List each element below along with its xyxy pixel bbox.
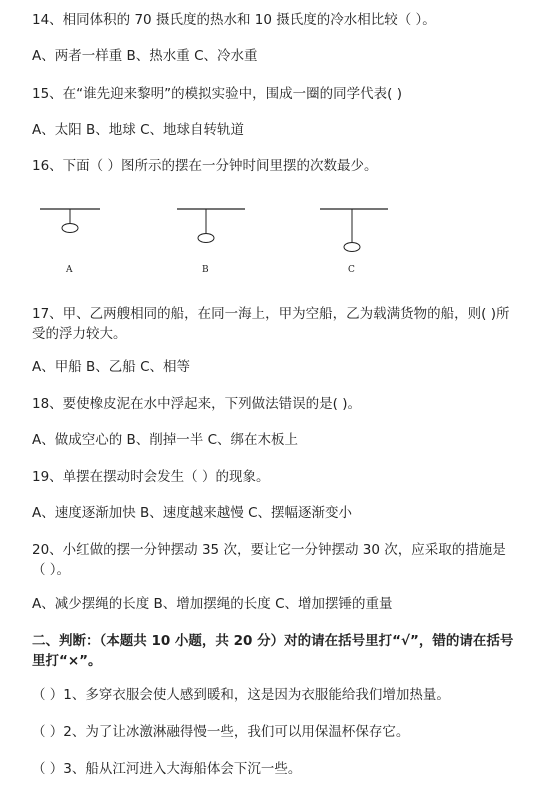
pendulum-label-c: C [348, 265, 355, 275]
question-19: 19、单摆在摆动时会发生（ ）的现象。 [32, 469, 270, 485]
options-15: A、太阳 B、地球 C、地球自转轨道 [32, 122, 245, 138]
judgement-item-1: （ ）1、多穿衣服会使人感到暖和，这是因为衣服能给我们增加热量。 [32, 687, 450, 703]
pendulum-diagram [0, 195, 538, 285]
judgement-item-2: （ ）2、为了让冰激淋融得慢一些，我们可以用保温杯保存它。 [32, 724, 410, 740]
question-15: 15、在“谁先迎来黎明”的模拟实验中，围成一圈的同学代表( ) [32, 86, 402, 102]
pendulum-c [320, 209, 388, 275]
options-14: A、两者一样重 B、热水重 C、冷水重 [32, 48, 258, 64]
question-14: 14、相同体积的 70 摄氏度的热水和 10 摄氏度的冷水相比较（ ）。 [32, 12, 436, 28]
pendulum-label-b: B [202, 265, 209, 275]
question-16: 16、下面（ ）图所示的摆在一分钟时间里摆的次数最少。 [32, 158, 378, 174]
judgement-item-3: （ ）3、船从江河进入大海船体会下沉一些。 [32, 761, 302, 777]
options-20: A、减少摆绳的长度 B、增加摆绳的长度 C、增加摆锤的重量 [32, 596, 393, 612]
section-heading: 二、判断：（本题共 10 小题，共 20 分）对的请在括号里打“√”，错的请在括号里打“×”。 [32, 633, 514, 669]
question-20: 20、小红做的摆一分钟摆动 35 次，要让它一分钟摆动 30 次，应采取的措施是（ ）。 [32, 542, 506, 578]
pendulum-a [40, 209, 100, 275]
question-18: 18、要使橡皮泥在水中浮起来，下列做法错误的是( )。 [32, 396, 362, 412]
options-18: A、做成空心的 B、削掉一半 C、绑在木板上 [32, 432, 299, 448]
pendulum-b [177, 209, 245, 275]
question-17: 17、甲、乙两艘相同的船，在同一海上，甲为空船，乙为载满货物的船，则( )所受的浮力较大。 [32, 306, 510, 342]
options-19: A、速度逐渐加快 B、速度越来越慢 C、摆幅逐渐变小 [32, 505, 353, 521]
pendulum-label-a: A [66, 265, 73, 275]
options-17: A、甲船 B、乙船 C、相等 [32, 359, 191, 375]
